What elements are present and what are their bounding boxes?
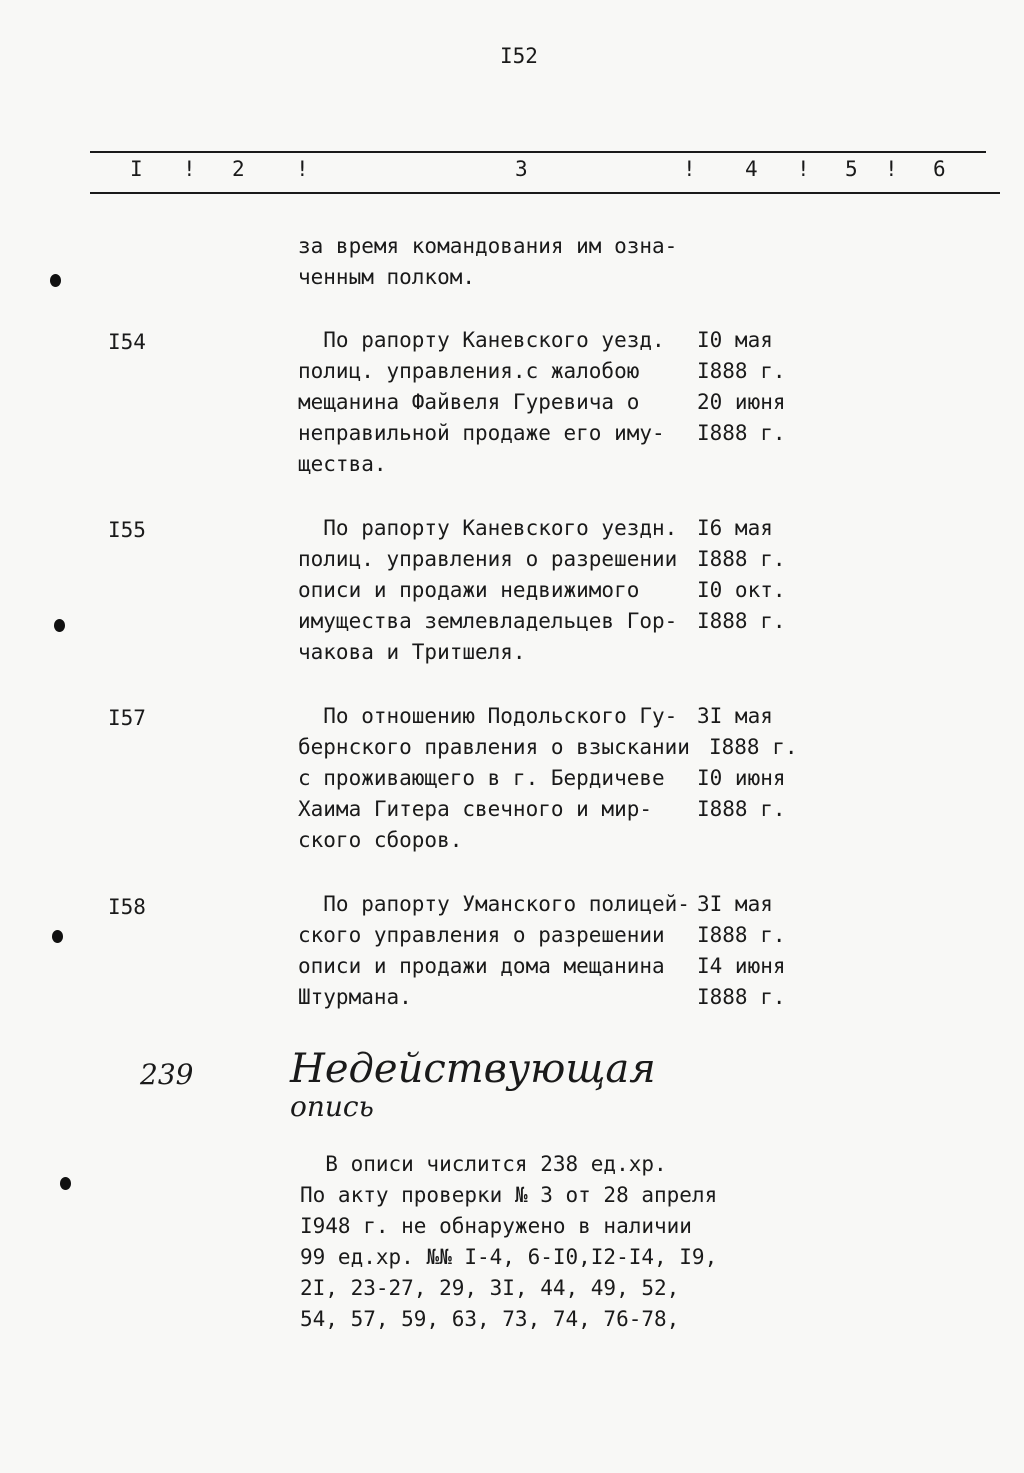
text-line: По рапорту Каневского уездн. — [298, 516, 678, 540]
date-line: I6 мая — [697, 516, 773, 540]
text-line: ченным полком. — [298, 265, 476, 289]
text-line: По рапорту Уманского полицей- — [298, 892, 690, 916]
text-line: неправильной продаже его иму- — [298, 421, 665, 445]
date-line: I888 г. — [697, 985, 786, 1009]
text-line: полиц. управления о разрешении — [298, 547, 678, 571]
handwritten-status: Недействующая — [290, 1046, 656, 1092]
header-top-rule — [90, 151, 986, 153]
entry-number: I57 — [108, 706, 146, 730]
header-sep: ! — [183, 157, 196, 181]
header-col: 4 — [745, 157, 758, 181]
text-line: ского сборов. — [298, 828, 463, 852]
text-line: 2I, 23-27, 29, 3I, 44, 49, 52, — [300, 1276, 680, 1300]
date-line: I4 июня — [697, 954, 786, 978]
entry-number: I54 — [108, 330, 146, 354]
text-line: чакова и Тритшеля. — [298, 640, 526, 664]
date-line: I888 г. — [697, 547, 786, 571]
header-sep: ! — [797, 157, 810, 181]
header-col: 5 — [845, 157, 858, 181]
text-line: По рапорту Каневского уезд. — [298, 328, 665, 352]
header-sep: ! — [296, 157, 309, 181]
date-line: I888 г. — [697, 421, 786, 445]
header-col: 2 — [232, 157, 245, 181]
punch-hole — [52, 930, 63, 943]
date-line: 3I мая — [697, 704, 773, 728]
text-line: По акту проверки № 3 от 28 апреля — [300, 1183, 718, 1207]
text-line: I948 г. не обнаружено в наличии — [300, 1214, 692, 1238]
text-line: мещанина Файвеля Гуревича о — [298, 390, 640, 414]
text-line: описи и продажи дома мещанина — [298, 954, 665, 978]
header-col: 3 — [515, 157, 528, 181]
date-line: 20 июня — [697, 390, 786, 414]
text-line: По отношению Подольского Гу- — [298, 704, 678, 728]
date-line: I888 г. — [697, 923, 786, 947]
date-line: I888 г. — [697, 797, 786, 821]
text-line: полиц. управления.с жалобою — [298, 359, 640, 383]
date-line: I888 г. — [697, 609, 786, 633]
header-sep: ! — [683, 157, 696, 181]
date-line: I0 окт. — [697, 578, 786, 602]
text-line: 54, 57, 59, 63, 73, 74, 76-78, — [300, 1307, 680, 1331]
text-line: ского управления о разрешении — [298, 923, 665, 947]
entry-number: I55 — [108, 518, 146, 542]
text-line: за время командования им озна- — [298, 234, 678, 258]
date-line: I888 г. — [709, 735, 798, 759]
date-line: I0 июня — [697, 766, 786, 790]
text-line: бернского правления о взыскании — [298, 735, 690, 759]
date-line: I0 мая — [697, 328, 773, 352]
punch-hole — [54, 619, 65, 632]
handwritten-number: 239 — [140, 1058, 194, 1091]
text-line: щества. — [298, 452, 387, 476]
page-number: I52 — [500, 44, 538, 68]
text-line: описи и продажи недвижимого — [298, 578, 640, 602]
handwritten-status: опись — [290, 1090, 374, 1123]
text-line: Штурмана. — [298, 985, 412, 1009]
header-bottom-rule — [90, 192, 1000, 194]
date-line: 3I мая — [697, 892, 773, 916]
header-col: 6 — [933, 157, 946, 181]
text-line: имущества землевладельцев Гор- — [298, 609, 678, 633]
header-col: I — [130, 157, 143, 181]
text-line: с проживающего в г. Бердичеве — [298, 766, 665, 790]
text-line: В описи числится 238 ед.хр. — [300, 1152, 667, 1176]
entry-number: I58 — [108, 895, 146, 919]
punch-hole — [60, 1177, 71, 1190]
text-line: 99 ед.хр. №№ I-4, 6-I0,I2-I4, I9, — [300, 1245, 718, 1269]
header-sep: ! — [885, 157, 898, 181]
text-line: Хаима Гитера свечного и мир- — [298, 797, 653, 821]
date-line: I888 г. — [697, 359, 786, 383]
punch-hole — [50, 274, 61, 287]
